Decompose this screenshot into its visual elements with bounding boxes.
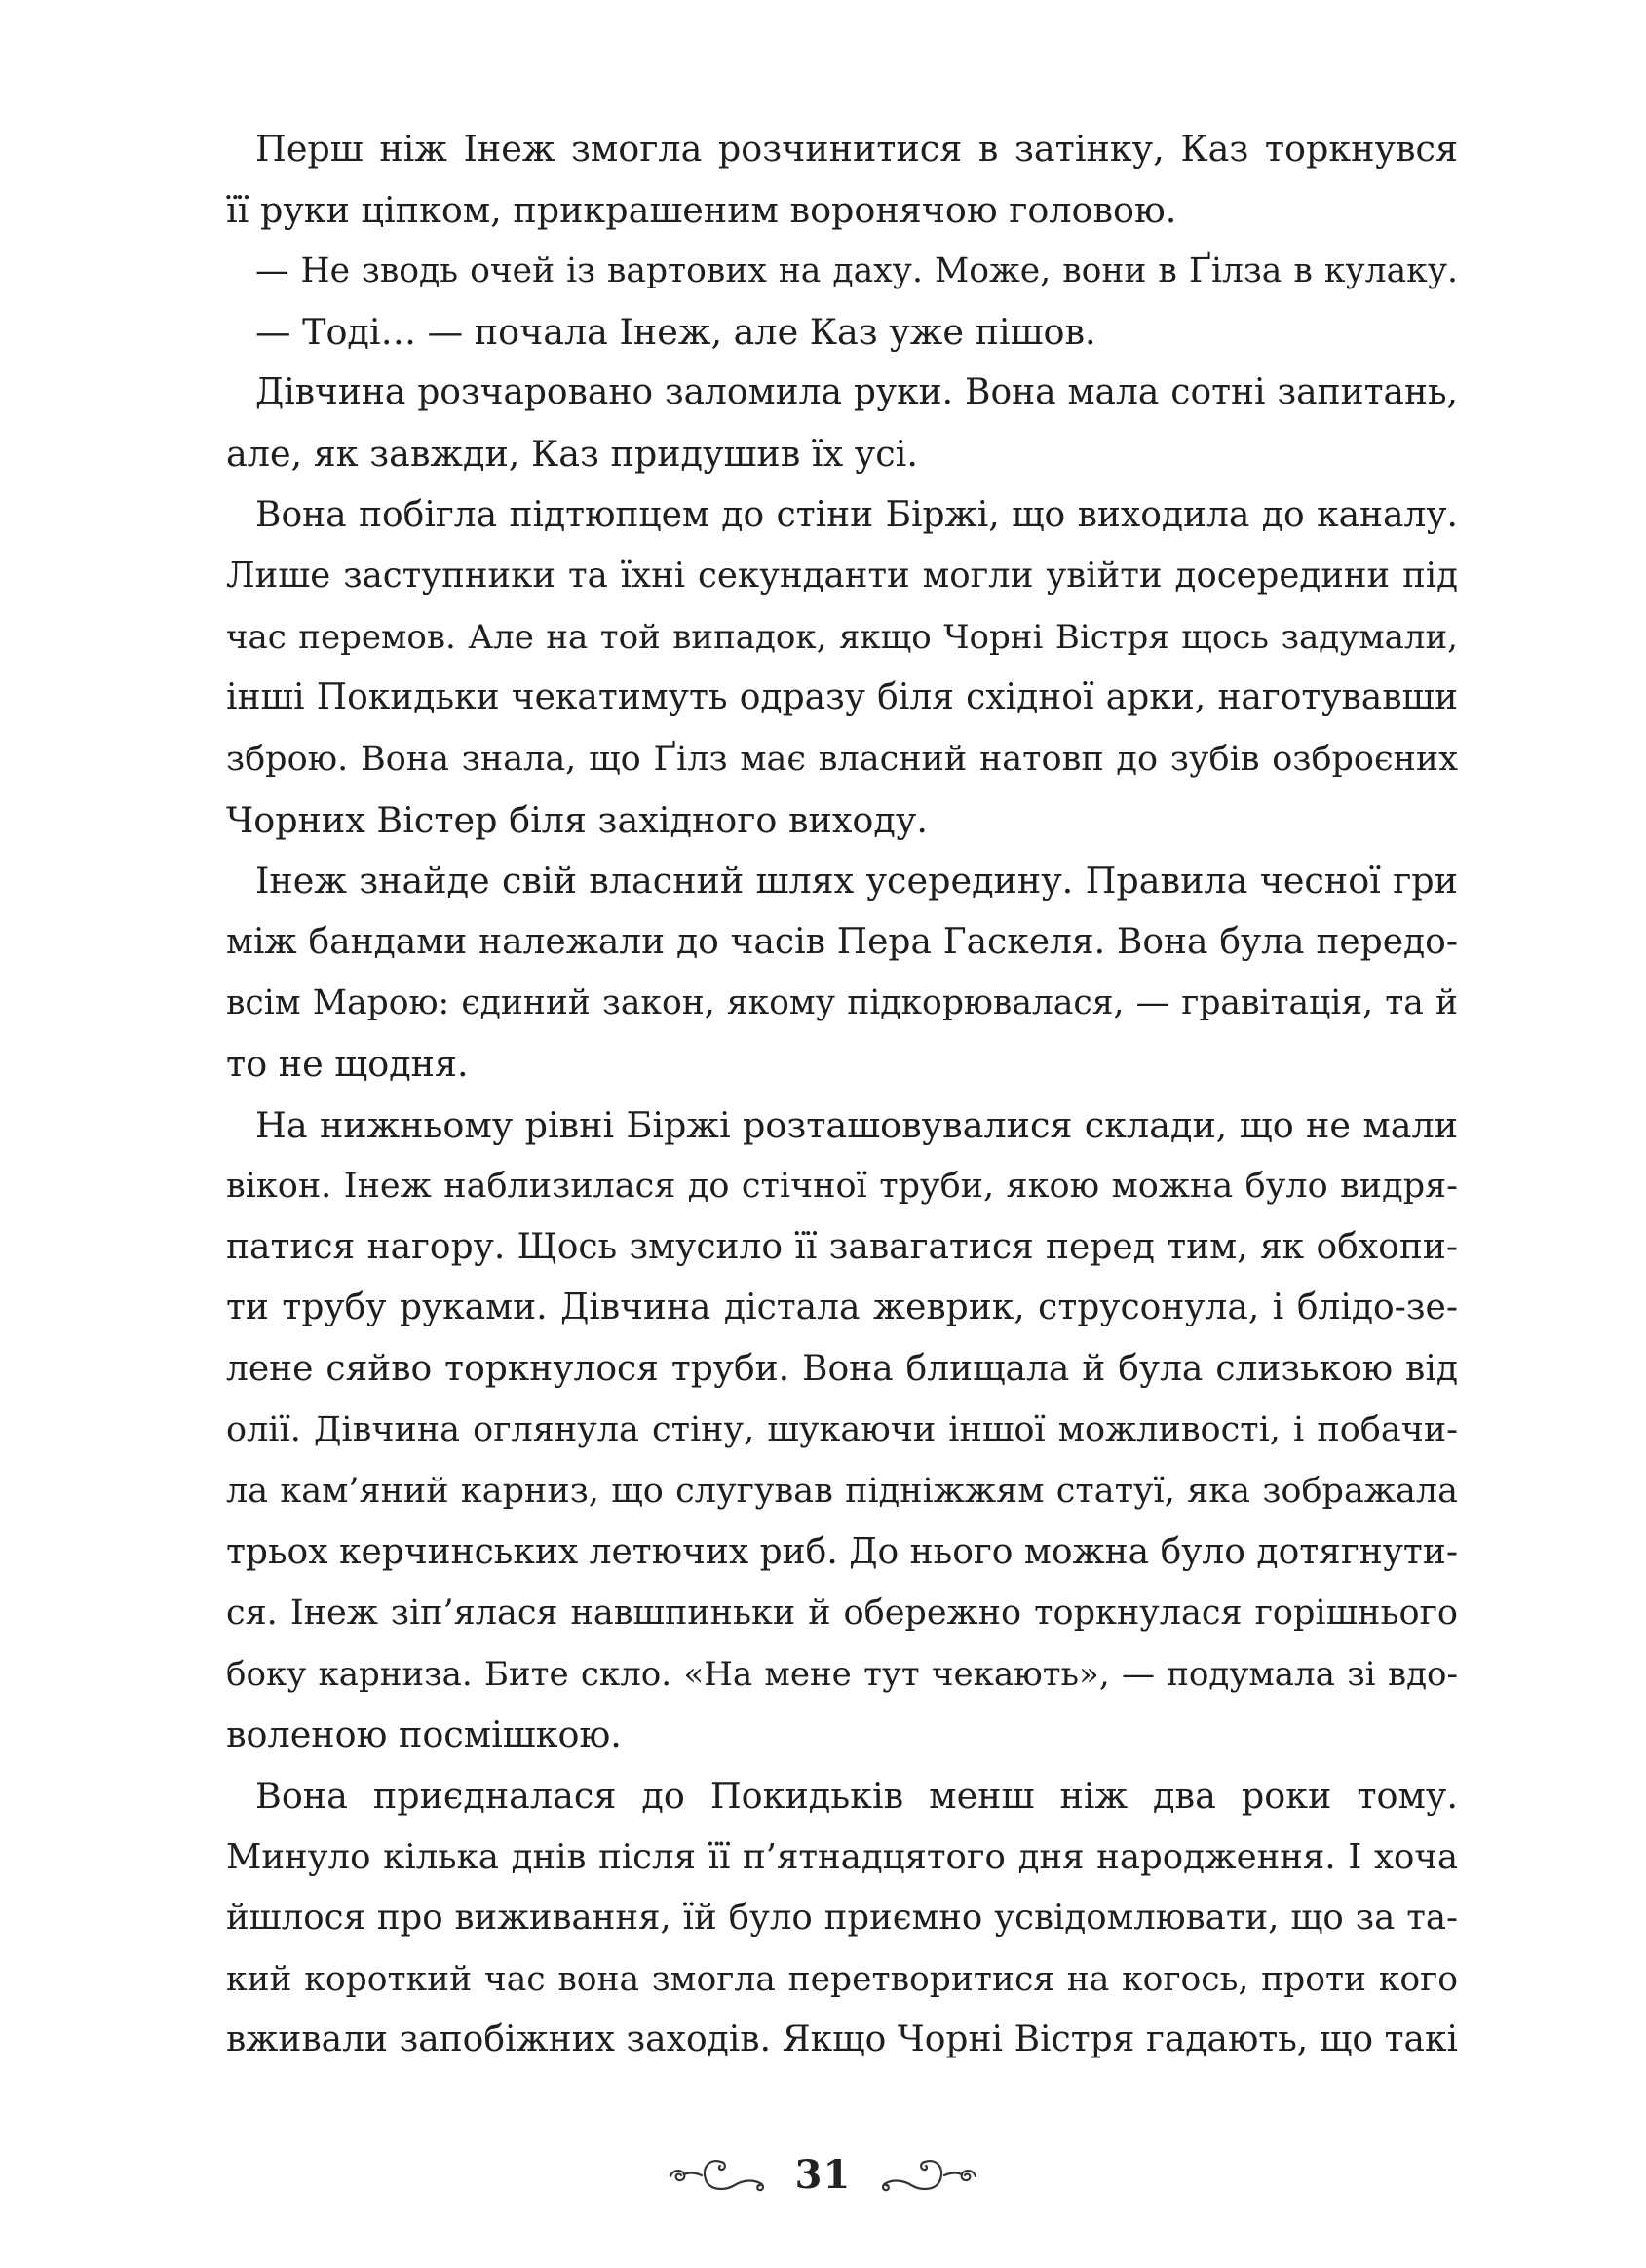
dialogue-line: — Не зводь очей із вартових на даху. Може, вони в Ґілза в кулаку. — [255, 251, 1458, 291]
text-line: Вона побігла підтюпцем до стіни Біржі, що виходила до каналу. — [255, 494, 1458, 535]
text-line: її руки ціпком, прикрашеним воронячою головою. — [226, 188, 1177, 231]
text-line: всім Марою: єдиний закон, якому підкорювалася, — гравітація, та й — [226, 983, 1458, 1023]
text-line: патися нагору. Щось змусило її завагатися перед тим, як обхопи- — [226, 1226, 1458, 1267]
text-line: Інеж знайде свій власний шлях усередину. Правила чесної гри — [255, 860, 1458, 903]
page-footer — [0, 2140, 1646, 2209]
text-line: зброю. Вона знала, що Ґілз має власний натовп до зубів озброєних — [226, 739, 1458, 779]
text-line: вікон. Інеж наблизилася до стічної труби, якою можна було видря- — [226, 1167, 1458, 1207]
text-line: Перш ніж Інеж змогла розчинитися в затінку, Каз торкнувся — [255, 128, 1458, 170]
text-line: кий короткий час вона змогла перетворитися на когось, проти кого — [226, 1959, 1458, 1999]
text-line: то не щодня. — [226, 1042, 469, 1085]
text-line: між бандами належали до часів Пера Гаскеля. Вона була передо- — [226, 921, 1458, 962]
text-line: ся. Інеж зіп’ялася навшпиньки й обережно торкнулася горішнього — [226, 1594, 1458, 1634]
page-number: 31 — [794, 2151, 852, 2198]
text-line: ла кам’яний карниз, що слугував підніжжям статуї, яка зображала — [226, 1472, 1458, 1512]
text-line: інші Покидьки чекатимуть одразу біля східної арки, наготувавши — [226, 677, 1458, 718]
dialogue-line: — Тоді… — почала Інеж, але Каз уже пішов. — [255, 310, 1096, 353]
text-line: вживали запобіжних заходів. Якщо Чорні Вістря гадають, що такі — [226, 2019, 1458, 2060]
text-line: Чорних Вістер біля західного виходу. — [226, 798, 928, 841]
text-line: але, як завжди, Каз придушив їх усі. — [226, 432, 918, 475]
text-line: йшлося про виживання, їй було приємно усвідомлювати, що за та- — [226, 1898, 1458, 1939]
text-line: На нижньому рівні Біржі розташовувалися склади, що не мали — [255, 1103, 1458, 1146]
text-line: час перемов. Але на той випадок, якщо Чорні Вістря щось задумали, — [226, 617, 1458, 657]
text-line: ти трубу руками. Дівчина дістала жеврик, струсонула, і блідо-зе- — [226, 1288, 1458, 1328]
text-line: лене сяйво торкнулося труби. Вона блищала й була слизькою від — [226, 1348, 1458, 1389]
text-line: олії. Дівчина оглянула стіну, шукаючи іншої можливості, і побачи- — [226, 1410, 1458, 1450]
flourish-left-icon — [665, 2150, 772, 2199]
text-line: Вона приєдналася до Покидьків менш ніж два роки тому. — [255, 1775, 1458, 1818]
text-line: боку карниза. Бите скло. «На мене тут чекають», — подумала зі вдо- — [226, 1654, 1458, 1694]
body-text — [226, 119, 1458, 2071]
text-line: трьох керчинських летючих риб. До нього можна було дотягнути- — [226, 1531, 1458, 1572]
text-line: Дівчина розчаровано заломила руки. Вона мала сотні запитань, — [255, 372, 1458, 413]
text-line: воленою посмішкою. — [226, 1713, 622, 1756]
flourish-right-icon — [874, 2150, 981, 2199]
text-line: Лише заступники та їхні секунданти могли увійти досередини під — [226, 556, 1458, 596]
text-line: Минуло кілька днів після її п’ятнадцятого дня народження. І хоча — [226, 1836, 1458, 1877]
